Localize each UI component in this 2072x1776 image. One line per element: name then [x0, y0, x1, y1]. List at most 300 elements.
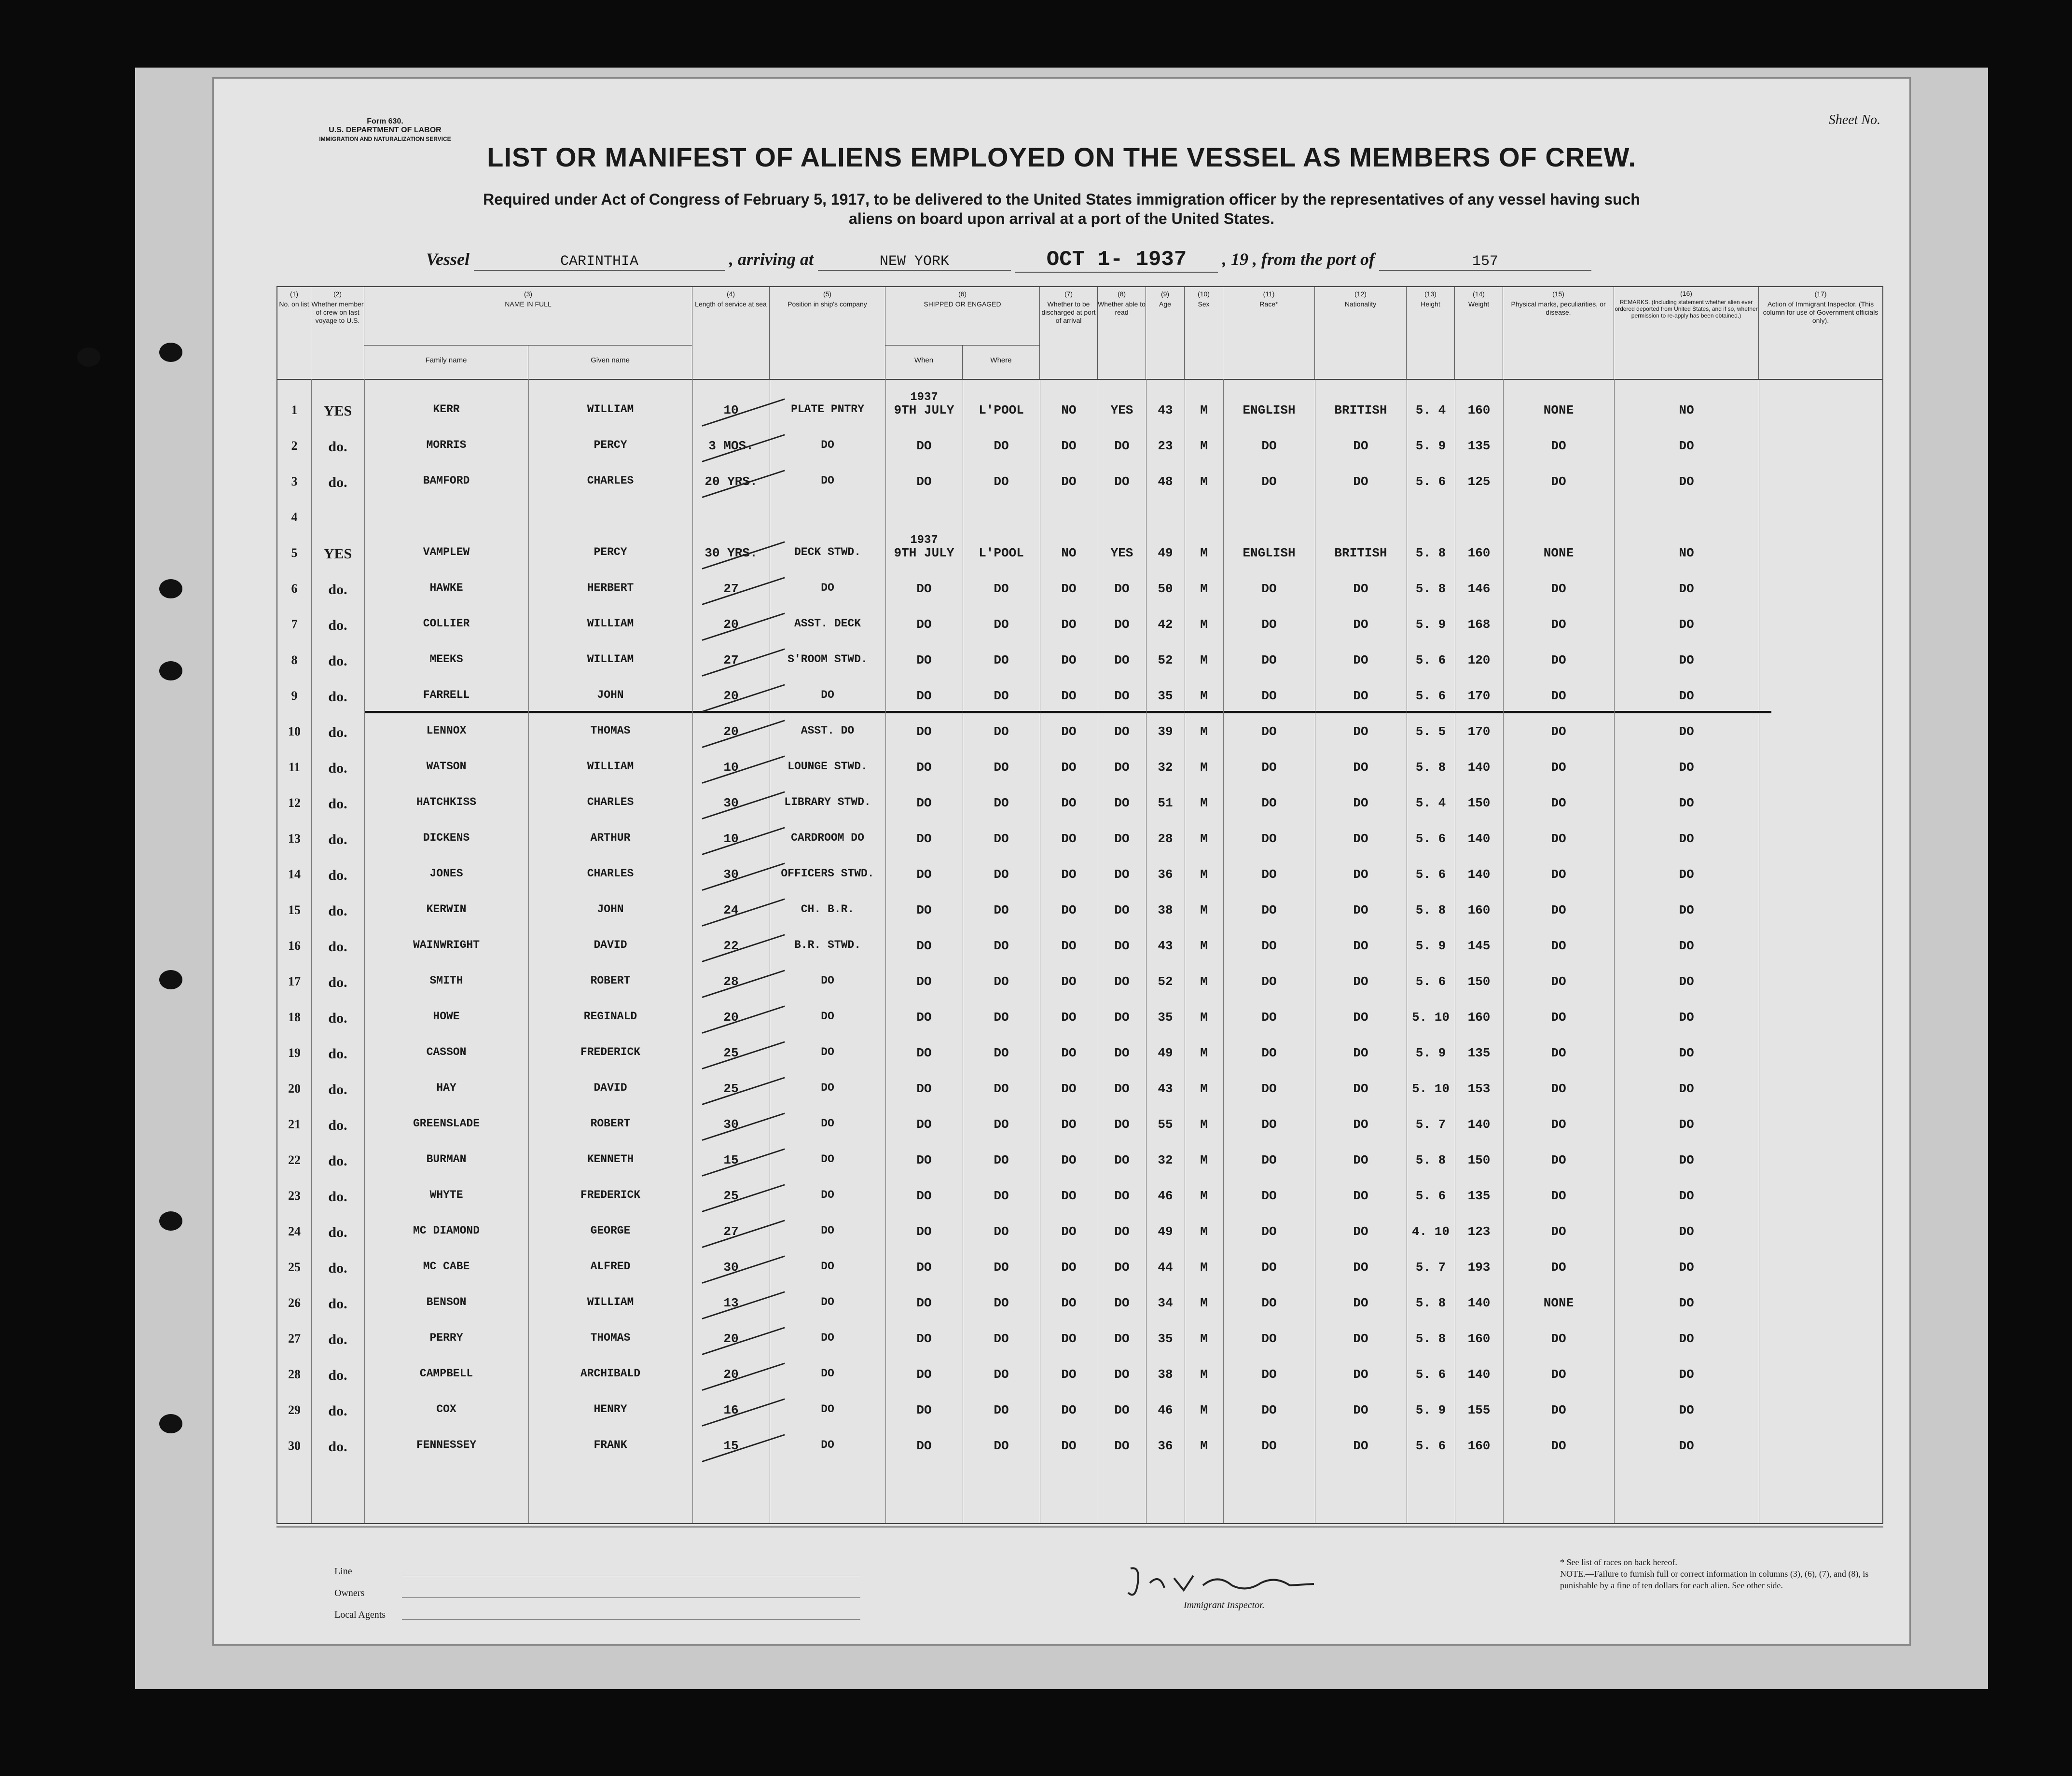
cell-marks: DO — [1551, 617, 1566, 632]
cell-last: do. — [328, 617, 347, 633]
cell-nat: DO — [1353, 760, 1368, 775]
cell-height: 5. 6 — [1415, 689, 1446, 703]
cell-disch: DO — [1061, 653, 1077, 667]
cell-disch: DO — [1061, 1153, 1077, 1167]
cell-sex: M — [1200, 653, 1208, 667]
cell-last: do. — [328, 1260, 347, 1276]
cell-disch: DO — [1061, 832, 1077, 846]
cell-disch: DO — [1061, 1117, 1077, 1132]
cell-sex: M — [1200, 1439, 1208, 1453]
cell-last: do. — [328, 903, 347, 919]
cell-when: DO — [916, 1332, 932, 1346]
cell-position: DO — [821, 474, 834, 487]
cell-weight: 160 — [1467, 1439, 1491, 1453]
cell-service: 10 — [723, 832, 739, 846]
cell-race: DO — [1261, 1367, 1277, 1382]
cell-nat: DO — [1353, 1010, 1368, 1025]
cell-nat: DO — [1353, 1367, 1368, 1382]
cell-weight: 150 — [1467, 974, 1491, 989]
cell-disch: NO — [1061, 546, 1077, 560]
cell-where: DO — [994, 1010, 1009, 1025]
arrival-date: OCT 1- 1937 — [1015, 248, 1218, 273]
cell-marks: DO — [1551, 1117, 1566, 1132]
form-number: Form 630. — [367, 117, 403, 125]
cell-position: DO — [821, 1082, 834, 1094]
cell-remarks: DO — [1679, 1046, 1694, 1060]
department-name: U.S. DEPARTMENT OF LABOR — [329, 126, 442, 134]
cell-marks: DO — [1551, 582, 1566, 596]
cell-height: 5. 9 — [1415, 939, 1446, 953]
cell-nat: DO — [1353, 939, 1368, 953]
cell-service: 30 — [723, 1117, 739, 1132]
cell-race: DO — [1261, 582, 1277, 596]
cell-when: 9TH JULY — [894, 403, 954, 417]
cell-when: DO — [916, 760, 932, 775]
cell-no: 24 — [288, 1224, 301, 1238]
cell-nat: DO — [1353, 689, 1368, 703]
cell-weight: 155 — [1467, 1403, 1491, 1417]
cell-where: DO — [994, 474, 1009, 489]
cell-age: 36 — [1158, 1439, 1173, 1453]
cell-race: DO — [1261, 796, 1277, 810]
cell-given: HENRY — [594, 1403, 627, 1415]
cell-height — [1407, 510, 1455, 546]
form-identifier — [310, 117, 460, 143]
cell-position — [770, 510, 885, 546]
cell-weight: 135 — [1467, 1189, 1491, 1203]
cell-position: DO — [821, 1332, 834, 1344]
cell-read: DO — [1114, 439, 1130, 453]
table-row — [277, 1189, 1882, 1224]
cell-given: PERCY — [594, 546, 627, 558]
cell-where: L'POOL — [979, 403, 1024, 417]
cell-position: DO — [821, 1296, 834, 1308]
table-row — [277, 582, 1882, 617]
cell-where: DO — [994, 617, 1009, 632]
local-agents-field — [402, 1619, 860, 1620]
cell-age: 36 — [1158, 867, 1173, 882]
cell-weight: 125 — [1467, 474, 1491, 489]
cell-height: 5. 6 — [1415, 974, 1446, 989]
cell-position: DO — [821, 1367, 834, 1380]
cell-read: DO — [1114, 867, 1130, 882]
cell-height: 5. 8 — [1415, 1153, 1446, 1167]
cell-sex: M — [1200, 546, 1208, 560]
column-divider — [692, 379, 693, 1523]
cell-weight: 150 — [1467, 796, 1491, 810]
cell-family: MC CABE — [423, 1260, 470, 1273]
cell-read: DO — [1114, 617, 1130, 632]
cell-last: do. — [328, 1117, 347, 1133]
cell-sex: M — [1200, 1260, 1208, 1275]
cell-family: MEEKS — [429, 653, 463, 666]
arriving-port: NEW YORK — [818, 253, 1011, 271]
cell-when: DO — [916, 1260, 932, 1275]
subtitle-line-2: aliens on board upon arrival at a port of the United States. — [849, 210, 1274, 227]
cell-given: PERCY — [594, 439, 627, 451]
cell-last: do. — [328, 974, 347, 990]
cell-no: 3 — [291, 474, 298, 488]
cell-height: 5. 9 — [1415, 1046, 1446, 1060]
cell-disch: DO — [1061, 903, 1077, 917]
cell-sex: M — [1200, 1332, 1208, 1346]
cell-remarks — [1614, 510, 1759, 546]
cell-last: do. — [328, 1439, 347, 1455]
cell-no: 30 — [288, 1439, 301, 1453]
cell-read: DO — [1114, 689, 1130, 703]
cell-position: DO — [821, 689, 834, 701]
cell-age: 44 — [1158, 1260, 1173, 1275]
table-row — [277, 1332, 1882, 1367]
cell-disch: DO — [1061, 1260, 1077, 1275]
cell-position: DO — [821, 1153, 834, 1166]
cell-where: DO — [994, 1367, 1009, 1382]
cell-last: do. — [328, 689, 347, 705]
cell-weight: 145 — [1467, 939, 1491, 953]
cell-sex: M — [1200, 1224, 1208, 1239]
cell-disch: DO — [1061, 1403, 1077, 1417]
cell-remarks: DO — [1679, 653, 1694, 667]
cell-height: 5. 7 — [1415, 1117, 1446, 1132]
cell-remarks: DO — [1679, 1260, 1694, 1275]
cell-where: DO — [994, 1046, 1009, 1060]
cell-race: DO — [1261, 1439, 1277, 1453]
cell-age: 28 — [1158, 832, 1173, 846]
cell-weight: 160 — [1467, 903, 1491, 917]
cell-nat: DO — [1353, 439, 1368, 453]
cell-nat: DO — [1353, 724, 1368, 739]
cell-last: do. — [328, 1367, 347, 1383]
cell-marks: DO — [1551, 1403, 1566, 1417]
cell-family: KERR — [433, 403, 460, 416]
cell-last — [311, 510, 364, 546]
cell-age: 46 — [1158, 1403, 1173, 1417]
cell-given: GEORGE — [590, 1224, 631, 1237]
column-divider — [1146, 379, 1147, 1523]
cell-race: DO — [1261, 1332, 1277, 1346]
cell-marks: DO — [1551, 1224, 1566, 1239]
cell-last: YES — [323, 403, 352, 419]
cell-race: DO — [1261, 974, 1277, 989]
cell-age: 35 — [1158, 1010, 1173, 1025]
cell-last: do. — [328, 760, 347, 776]
cell-position: LOUNGE STWD. — [787, 760, 868, 773]
cell-where: DO — [994, 1153, 1009, 1167]
cell-remarks: DO — [1679, 1367, 1694, 1382]
cell-position: ASST. DECK — [794, 617, 861, 630]
cell-family: BAMFORD — [423, 474, 470, 487]
vessel-info-line — [426, 248, 1851, 273]
cell-disch: DO — [1061, 724, 1077, 739]
cell-read: DO — [1114, 939, 1130, 953]
cell-age — [1146, 510, 1185, 546]
cell-nat: DO — [1353, 832, 1368, 846]
cell-sex: M — [1200, 1189, 1208, 1203]
table-row — [277, 1046, 1882, 1082]
cell-nat: DO — [1353, 1117, 1368, 1132]
cell-remarks: NO — [1679, 546, 1694, 560]
col-8-header: (8) Whether able to read — [1098, 287, 1146, 379]
cell-remarks: DO — [1679, 1224, 1694, 1239]
cell-sex: M — [1200, 1296, 1208, 1310]
cell-marks: DO — [1551, 760, 1566, 775]
cell-read: DO — [1114, 1082, 1130, 1096]
cell-nat: DO — [1353, 796, 1368, 810]
cell-when: DO — [916, 1367, 932, 1382]
cell-sex: M — [1200, 1367, 1208, 1382]
cell-given: THOMAS — [590, 724, 631, 737]
cell-where: DO — [994, 1332, 1009, 1346]
cell-sex: M — [1200, 796, 1208, 810]
cell-service: 20 — [723, 724, 739, 739]
cell-disch: DO — [1061, 1367, 1077, 1382]
cell-disch: DO — [1061, 1046, 1077, 1060]
cell-service: 28 — [723, 974, 739, 989]
cell-position: DO — [821, 1439, 834, 1451]
cell-sex: M — [1200, 1046, 1208, 1060]
column-divider — [885, 379, 886, 1523]
cell-weight: 135 — [1467, 439, 1491, 453]
cell-race: DO — [1261, 474, 1277, 489]
cell-nat: DO — [1353, 617, 1368, 632]
cell-read: DO — [1114, 1046, 1130, 1060]
cell-race: DO — [1261, 1189, 1277, 1203]
cell-where — [963, 510, 1040, 546]
cell-disch: DO — [1061, 689, 1077, 703]
year-note: 1937 — [910, 391, 938, 404]
cell-sex: M — [1200, 760, 1208, 775]
cell-service: 30 — [723, 1260, 739, 1275]
cell-no: 15 — [288, 903, 301, 917]
cell-height: 5. 9 — [1415, 439, 1446, 453]
table-row — [277, 796, 1882, 832]
cell-remarks: DO — [1679, 1296, 1694, 1310]
cell-race: DO — [1261, 760, 1277, 775]
cell-remarks: DO — [1679, 1403, 1694, 1417]
cell-service: 13 — [723, 1296, 739, 1310]
cell-age: 39 — [1158, 724, 1173, 739]
cell-service: 24 — [723, 903, 739, 917]
cell-no: 16 — [288, 939, 301, 953]
from-port: 157 — [1379, 253, 1591, 271]
cell-family: KERWIN — [426, 903, 467, 916]
cell-age: 51 — [1158, 796, 1173, 810]
table-row — [277, 1403, 1882, 1439]
table-row — [277, 510, 1882, 546]
cell-age: 43 — [1158, 939, 1173, 953]
cell-read: DO — [1114, 1010, 1130, 1025]
cell-age: 34 — [1158, 1296, 1173, 1310]
cell-age: 49 — [1158, 1224, 1173, 1239]
cell-read: DO — [1114, 1189, 1130, 1203]
cell-when: DO — [916, 1153, 932, 1167]
cell-remarks: DO — [1679, 1439, 1694, 1453]
cell-given: JOHN — [597, 903, 624, 916]
cell-height: 5. 6 — [1415, 1367, 1446, 1382]
cell-marks: DO — [1551, 1332, 1566, 1346]
cell-family: COLLIER — [423, 617, 470, 630]
cell-age: 52 — [1158, 653, 1173, 667]
cell-nat: DO — [1353, 1439, 1368, 1453]
cell-age: 38 — [1158, 1367, 1173, 1382]
cell-marks: DO — [1551, 1189, 1566, 1203]
table-row — [277, 1224, 1882, 1260]
col-13-header: (13) Height — [1407, 287, 1455, 379]
cell-given: ARCHIBALD — [580, 1367, 641, 1380]
cell-when: DO — [916, 617, 932, 632]
page-subtitle — [214, 190, 1909, 228]
cell-nat: DO — [1353, 903, 1368, 917]
cell-position: S'ROOM STWD. — [787, 653, 868, 666]
cell-given: WILLIAM — [587, 617, 634, 630]
cell-last: do. — [328, 1189, 347, 1205]
cell-race: DO — [1261, 1153, 1277, 1167]
cell-read: DO — [1114, 1439, 1130, 1453]
cell-marks — [1503, 510, 1614, 546]
column-divider — [1614, 379, 1615, 1523]
cell-weight: 135 — [1467, 1046, 1491, 1060]
cell-read: DO — [1114, 1296, 1130, 1310]
cell-age: 23 — [1158, 439, 1173, 453]
cell-race: DO — [1261, 439, 1277, 453]
cell-given: ALFRED — [590, 1260, 631, 1273]
cell-last: do. — [328, 939, 347, 955]
cell-service: 25 — [723, 1046, 739, 1060]
cell-service: 15 — [723, 1153, 739, 1167]
cell-race: DO — [1261, 1403, 1277, 1417]
cell-last: do. — [328, 832, 347, 847]
cell-disch: DO — [1061, 1224, 1077, 1239]
cell-sex: M — [1200, 1153, 1208, 1167]
cell-marks: DO — [1551, 474, 1566, 489]
cell-disch: DO — [1061, 974, 1077, 989]
cell-remarks: DO — [1679, 582, 1694, 596]
cell-when: 9TH JULY — [894, 546, 954, 560]
cell-marks: DO — [1551, 439, 1566, 453]
cell-where: DO — [994, 689, 1009, 703]
cell-marks: NONE — [1543, 403, 1574, 417]
cell-remarks: DO — [1679, 903, 1694, 917]
cell-service: 10 — [723, 760, 739, 775]
cell-height: 5. 8 — [1415, 546, 1446, 560]
cell-position: ASST. DO — [801, 724, 855, 737]
cell-given: THOMAS — [590, 1332, 631, 1344]
table-row — [277, 903, 1882, 939]
cell-when: DO — [916, 724, 932, 739]
cell-read: YES — [1110, 546, 1133, 560]
cell-read: DO — [1114, 1367, 1130, 1382]
cell-race: DO — [1261, 1010, 1277, 1025]
cell-no: 12 — [288, 796, 301, 810]
cell-service: 30 — [723, 867, 739, 882]
cell-read: DO — [1114, 1332, 1130, 1346]
cell-family: CAMPBELL — [419, 1367, 473, 1380]
cell-read: DO — [1114, 724, 1130, 739]
cell-remarks: DO — [1679, 1153, 1694, 1167]
line-label: Line — [334, 1566, 352, 1577]
cell-read: DO — [1114, 653, 1130, 667]
manifest-footer — [276, 1526, 1883, 1643]
cell-nat — [1315, 510, 1407, 546]
cell-where: DO — [994, 1189, 1009, 1203]
cell-marks: DO — [1551, 796, 1566, 810]
cell-race: DO — [1261, 867, 1277, 882]
owners-label: Owners — [334, 1588, 365, 1598]
inspector-signature — [1121, 1564, 1324, 1602]
cell-sex: M — [1200, 832, 1208, 846]
cell-height: 5. 9 — [1415, 617, 1446, 632]
cell-height: 5. 4 — [1415, 796, 1446, 810]
cell-family: BURMAN — [426, 1153, 467, 1166]
cell-race: DO — [1261, 724, 1277, 739]
cell-read: DO — [1114, 832, 1130, 846]
cell-last: do. — [328, 1082, 347, 1097]
cell-marks: DO — [1551, 653, 1566, 667]
cell-read: DO — [1114, 1260, 1130, 1275]
cell-family: HAWKE — [429, 582, 463, 594]
cell-read: DO — [1114, 1153, 1130, 1167]
cell-service: 25 — [723, 1082, 739, 1096]
cell-nat: DO — [1353, 1082, 1368, 1096]
cell-race: DO — [1261, 689, 1277, 703]
cell-family: HATCHKISS — [416, 796, 477, 808]
cell-no: 21 — [288, 1117, 301, 1131]
manifest-sheet — [212, 77, 1911, 1646]
cell-weight: 160 — [1467, 1332, 1491, 1346]
table-row — [277, 1010, 1882, 1046]
cell-race: DO — [1261, 653, 1277, 667]
cell-family: JONES — [429, 867, 463, 880]
cell-given: WILLIAM — [587, 403, 634, 416]
cell-age: 43 — [1158, 403, 1173, 417]
cell-disch: DO — [1061, 1332, 1077, 1346]
cell-marks: DO — [1551, 867, 1566, 882]
cell-read — [1098, 510, 1146, 546]
cell-remarks: DO — [1679, 1082, 1694, 1096]
cell-last: do. — [328, 1403, 347, 1419]
cell-family: COX — [436, 1403, 456, 1415]
cell-when: DO — [916, 1403, 932, 1417]
cell-weight: 160 — [1467, 546, 1491, 560]
cell-no: 14 — [288, 867, 301, 881]
cell-race: DO — [1261, 1224, 1277, 1239]
table-row — [277, 546, 1882, 582]
cell-age: 48 — [1158, 474, 1173, 489]
cell-weight: 140 — [1467, 1367, 1491, 1382]
cell-marks: DO — [1551, 1260, 1566, 1275]
cell-where: DO — [994, 939, 1009, 953]
cell-height: 5. 9 — [1415, 1403, 1446, 1417]
cell-given: HERBERT — [587, 582, 634, 594]
cell-when: DO — [916, 1224, 932, 1239]
table-row — [277, 867, 1882, 903]
cell-when: DO — [916, 796, 932, 810]
cell-no: 27 — [288, 1332, 301, 1346]
cell-disch: DO — [1061, 1296, 1077, 1310]
where-header: Where — [963, 345, 1040, 379]
cell-service: 20 — [723, 1010, 739, 1025]
cell-height: 5. 6 — [1415, 1439, 1446, 1453]
cell-service: 15 — [723, 1439, 739, 1453]
cell-sex: M — [1200, 582, 1208, 596]
cell-no: 17 — [288, 974, 301, 988]
cell-nat: DO — [1353, 867, 1368, 882]
col-17-header: (17) Action of Immigrant Inspector. (This column for use of Government officials only). — [1763, 290, 1879, 324]
cell-position: DO — [821, 1117, 834, 1130]
cell-family: DICKENS — [423, 832, 470, 844]
cell-nat: DO — [1353, 1296, 1368, 1310]
column-divider — [1223, 379, 1224, 1523]
